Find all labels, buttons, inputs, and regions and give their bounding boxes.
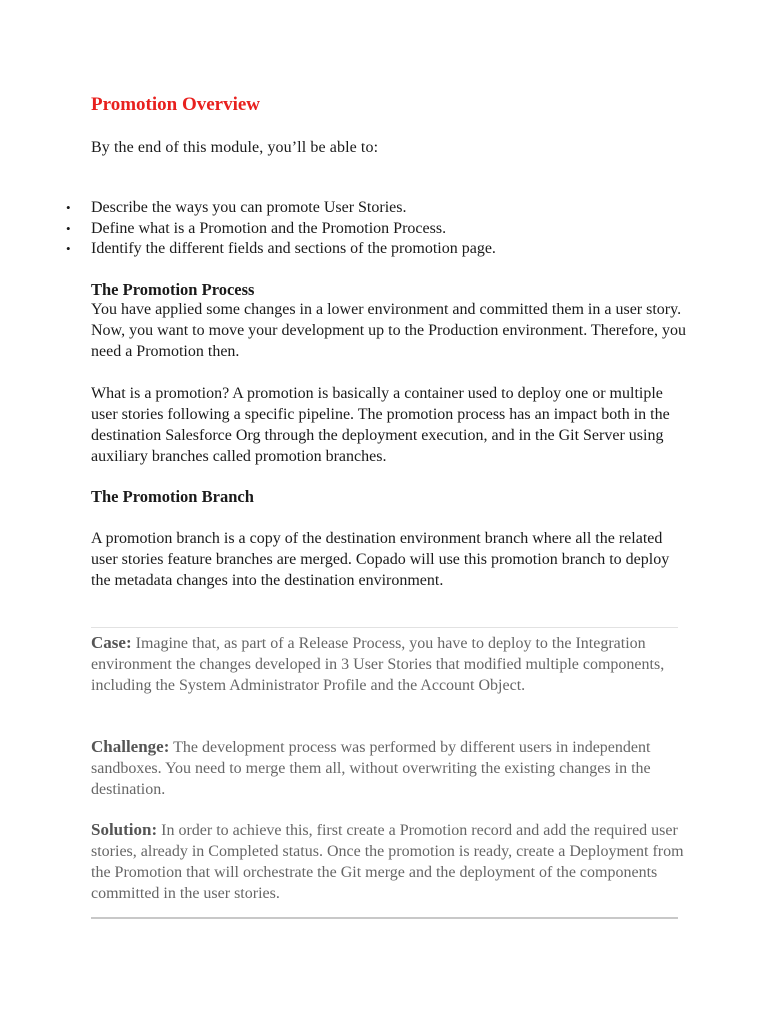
list-item-text: Define what is a Promotion and the Promotion Process. bbox=[91, 219, 447, 237]
branch-paragraph: A promotion branch is a copy of the destination environment branch where all the related user stories feature branches are merged. Copado will use this promotion branch to deploy the metadata changes into the destination environment. bbox=[91, 530, 670, 589]
challenge-paragraph bbox=[91, 736, 691, 800]
list-item bbox=[62, 239, 496, 260]
process-paragraph-2: What is a promotion? A promotion is basically a container used to deploy one or multiple user stories following a specific pipeline. The promotion process has an impact both in the destination Salesforce Org through the deployment execution, and in the Git Server using auxiliary branches called promotion branches. bbox=[91, 385, 670, 465]
bullet-icon: • bbox=[66, 220, 71, 236]
bullet-icon: • bbox=[66, 200, 71, 215]
challenge-text: The development process was performed by different users in independent sandboxes. You need to merge them all, without overwriting the existing changes in the destination. bbox=[91, 739, 651, 798]
case-label: Case: bbox=[91, 633, 132, 652]
process-paragraph-1: You have applied some changes in a lower environment and committed them in a user story. Now, you want to move your development up to the Production environment. Therefore, you need a Promotion then. bbox=[91, 301, 686, 360]
intro-text: By the end of this module, you’ll be able to: bbox=[91, 139, 379, 156]
section-heading-promotion-branch: The Promotion Branch bbox=[91, 487, 254, 506]
solution-text: In order to achieve this, first create a Promotion record and add the required user stories, already in Completed status. Once the promotion is ready, create a Deployment from the Promotion that will orchestrate the Git merge and the deployment of the components committed in the user stories. bbox=[91, 822, 684, 902]
case-paragraph bbox=[91, 632, 691, 696]
bullet-icon: • bbox=[66, 241, 71, 256]
page-title: Promotion Overview bbox=[91, 94, 261, 115]
challenge-label: Challenge: bbox=[91, 737, 170, 756]
list-item-text: Describe the ways you can promote User Stories. bbox=[91, 199, 407, 216]
case-top-divider bbox=[91, 627, 678, 628]
solution-paragraph bbox=[91, 819, 691, 904]
list-item bbox=[62, 198, 496, 219]
case-text: Imagine that, as part of a Release Process, you have to deploy to the Integration environment the changes developed in 3 User Stories that modified multiple components, including the System Administrator Profile and the Account Object. bbox=[91, 635, 665, 694]
list-item-text: Identify the different fields and sections of the promotion page. bbox=[91, 240, 496, 257]
section-heading-promotion-process: The Promotion Process bbox=[91, 280, 255, 299]
objectives-list bbox=[62, 198, 496, 260]
solution-label: Solution: bbox=[91, 820, 158, 839]
list-item bbox=[62, 219, 496, 240]
case-bottom-divider bbox=[91, 917, 678, 919]
